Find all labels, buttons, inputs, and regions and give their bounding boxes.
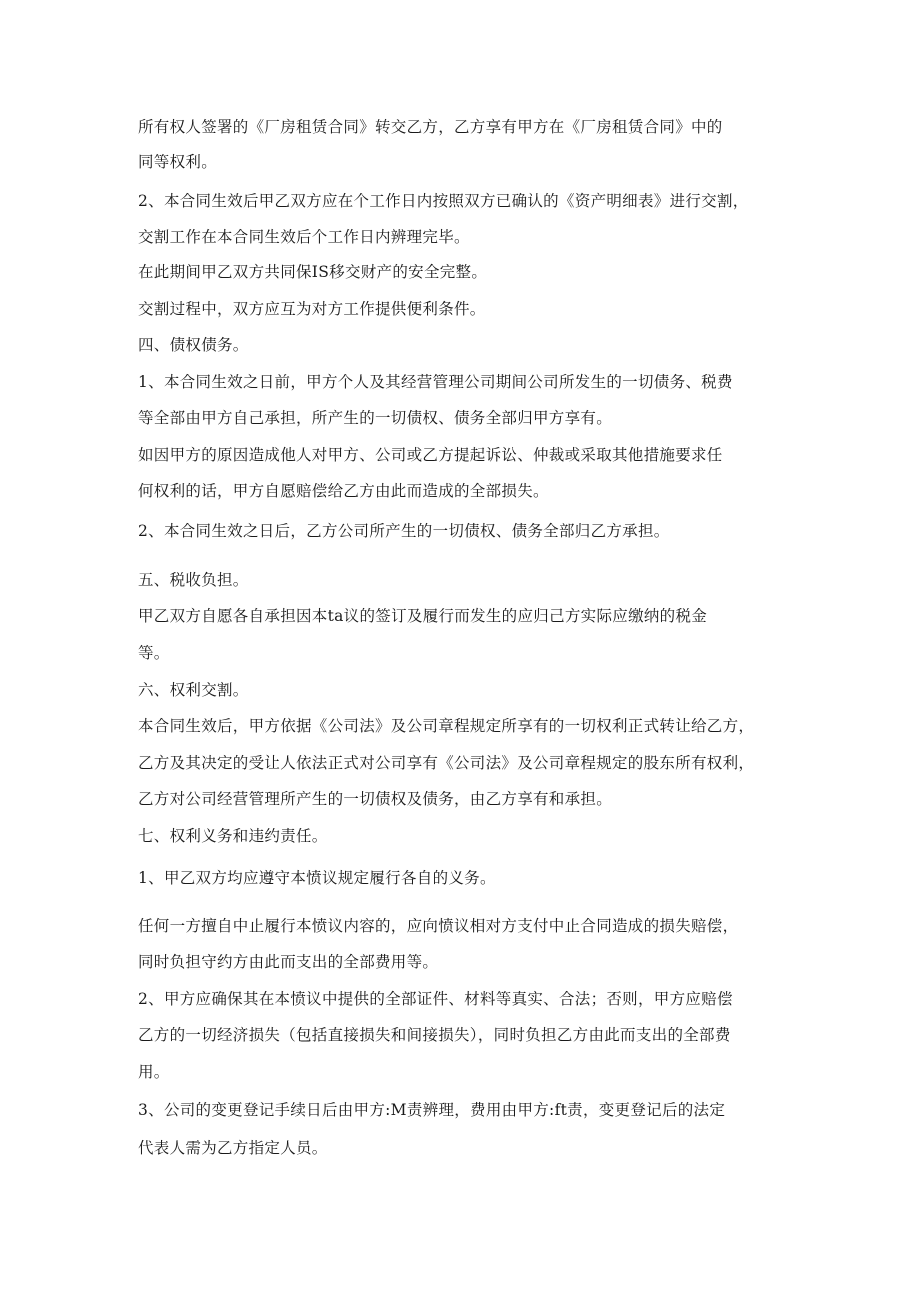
text-line: 在此期间甲乙双方共同保IS移交财产的安全完整。	[138, 263, 488, 281]
text-line: 同时负担守约方由此而支出的全部费用等。	[138, 953, 439, 971]
text-line: 2、本合同生效之日后，乙方公司所产生的一切债权、债务全部归乙方承担。	[138, 522, 670, 540]
text-line: 甲乙双方自愿各自承担因本ta议的签订及履行而发生的应归己方实际应缴纳的税金	[138, 607, 708, 625]
text-line: 本合同生效后，甲方依据《公司法》及公司章程规定所享有的一切权利正式转让给乙方，	[138, 717, 755, 735]
text-line: 3、公司的变更登记手续日后由甲方:M责辨理，费用由甲方:ft责，变更登记后的法定	[138, 1101, 726, 1119]
section-heading: 四、债权债务。	[138, 336, 249, 354]
text-line: 2、甲方应确保其在本愤议中提供的全部证件、材料等真实、合法；否则，甲方应赔偿	[138, 990, 733, 1008]
text-line: 乙方及其决定的受让人依法正式对公司享有《公司法》及公司章程规定的股东所有权利，	[138, 754, 755, 772]
text-line: 如因甲方的原因造成他人对甲方、公司或乙方提起诉讼、仲裁或采取其他措施要求任	[138, 446, 723, 464]
text-line: 用。	[138, 1063, 170, 1081]
section-heading: 七、权利义务和违约责任。	[138, 827, 328, 845]
section-heading: 六、权利交割。	[138, 681, 249, 699]
text-line: 所有权人签署的《厂房租赁合同》转交乙方，乙方享有甲方在《厂房租赁合同》中的	[138, 118, 723, 136]
text-line: 2、本合同生效后甲乙双方应在个工作日内按照双方已确认的《资产明细表》进行交割，	[138, 192, 749, 210]
text-line: 1、甲乙双方均应遵守本愤议规定履行各自的义务。	[138, 869, 496, 887]
text-line: 等。	[138, 644, 170, 662]
text-line: 等全部由甲方自己承担，所产生的一切债权、债务全部归甲方享有。	[138, 409, 613, 427]
text-line: 代表人需为乙方指定人员。	[138, 1139, 328, 1157]
text-line: 乙方对公司经营管理所产生的一切债权及债务，由乙方享有和承担。	[138, 790, 613, 808]
text-line: 1、本合同生效之日前，甲方个人及其经营管理公司期间公司所发生的一切债务、税费	[138, 373, 733, 391]
text-line: 何权利的话，甲方自愿赔偿给乙方由此而造成的全部损失。	[138, 482, 549, 500]
text-line: 交割工作在本合同生效后个工作日内辨理完毕。	[138, 228, 470, 246]
text-line: 乙方的一切经济损失（包括直接损失和间接损失），同时负担乙方由此而支出的全部费	[138, 1026, 731, 1044]
text-line: 任何一方擅自中止履行本愤议内容的，应向愤议相对方支付中止合同造成的损失赔偿，	[138, 917, 739, 935]
text-line: 交割过程中，双方应互为对方工作提供便利条件。	[138, 300, 486, 318]
text-line: 同等权利。	[138, 153, 218, 171]
section-heading: 五、税收负担。	[138, 571, 249, 589]
